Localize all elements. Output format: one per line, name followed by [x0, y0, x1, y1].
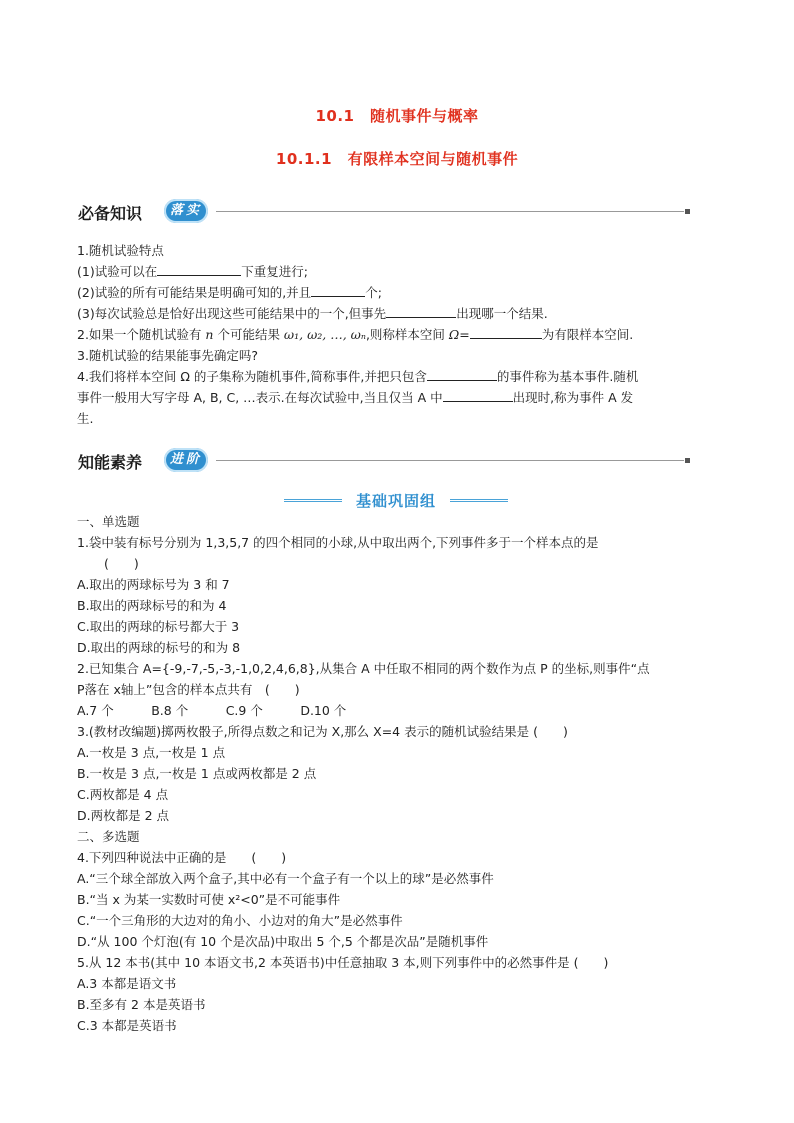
- option-a: A.取出的两球标号为 3 和 7: [77, 577, 230, 592]
- options-row: A.7 个 B.8 个 C.9 个 D.10 个: [77, 703, 347, 718]
- divider-end-marker: [685, 209, 690, 214]
- option-d: D.两枚都是 2 点: [77, 808, 169, 823]
- option-c: C.两枚都是 4 点: [77, 787, 169, 802]
- line-text: 4.我们将样本空间 Ω 的子集称为随机事件,简称事件,并把只包含: [77, 369, 427, 384]
- section-heading-single-choice: 一、单选题: [77, 514, 140, 529]
- option-a: A.“三个球全部放入两个盒子,其中必有一个盒子有一个以上的球”是必然事件: [77, 871, 494, 886]
- knowledge-line: [77, 326, 633, 344]
- section-divider: [216, 460, 684, 461]
- knowledge-line: [77, 305, 548, 323]
- divider-end-marker: [685, 458, 690, 463]
- heading-ornament-right: [450, 499, 508, 502]
- fill-blank: [157, 263, 241, 276]
- question-4: 4.下列四种说法中正确的是 ( ): [77, 850, 287, 865]
- line-text: =: [459, 327, 470, 342]
- lesson-title: 10.1 随机事件与概率: [315, 107, 479, 125]
- section-label: 必备知识: [78, 204, 143, 223]
- option-d: D.取出的两球的标号的和为 8: [77, 640, 241, 655]
- math-symbol: ω₁, ω₂, …, ωₙ: [283, 327, 366, 342]
- group-heading: [0, 490, 794, 510]
- fill-blank: [311, 284, 365, 297]
- line-text: 个可能结果: [213, 327, 284, 342]
- option-b: B.取出的两球标号的和为 4: [77, 598, 227, 613]
- fill-blank: [386, 305, 456, 318]
- option-a: A.3 本都是语文书: [77, 976, 177, 991]
- math-symbol: n: [205, 327, 214, 342]
- line-text: 出现时,称为事件 A 发: [512, 390, 634, 405]
- line-text: 为有限样本空间.: [541, 327, 634, 342]
- fill-blank: [443, 389, 513, 402]
- knowledge-line: [77, 284, 382, 302]
- option-b: B.一枚是 3 点,一枚是 1 点或两枚都是 2 点: [77, 766, 317, 781]
- section-header-knowledge: [78, 198, 690, 226]
- fill-blank: [427, 368, 497, 381]
- line-text: (2)试验的所有可能结果是明确可知的,并且: [77, 285, 312, 300]
- option-c: C.取出的两球的标号都大于 3: [77, 619, 240, 634]
- line-text: 出现哪一个结果.: [456, 306, 548, 321]
- knowledge-line: [77, 389, 633, 407]
- option-d: D.“从 100 个灯泡(有 10 个是次品)中取出 5 个,5 个都是次品”是随机事件: [77, 934, 489, 949]
- option-c: C.3 本都是英语书: [77, 1018, 177, 1033]
- line-text: ,则称样本空间: [365, 327, 449, 342]
- knowledge-line: [77, 368, 638, 386]
- line-text: 下重复进行;: [241, 264, 308, 279]
- knowledge-line: [77, 263, 308, 281]
- question-3: 3.(教材改编题)掷两枚骰子,所得点数之和记为 X,那么 X=4 表示的随机试验结果是 ( ): [77, 724, 568, 739]
- group-title: 基础巩固组: [355, 492, 436, 510]
- knowledge-line: 3.随机试验的结果能事先确定吗?: [77, 348, 259, 363]
- math-symbol: Ω: [448, 327, 460, 342]
- option-a: A.一枚是 3 点,一枚是 1 点: [77, 745, 226, 760]
- answer-bracket: ( ): [104, 556, 139, 571]
- fill-blank: [470, 326, 542, 339]
- option-b: B.至多有 2 本是英语书: [77, 997, 206, 1012]
- line-text: 事件一般用大写字母 A, B, C, …表示.在每次试验中,当且仅当 A 中: [77, 390, 443, 405]
- section-heading-multiple-choice: 二、多选题: [77, 829, 140, 844]
- heading-ornament-left: [284, 499, 342, 502]
- line-text: (3)每次试验总是恰好出现这些可能结果中的一个,但事先: [77, 306, 387, 321]
- section-badge: 落实: [164, 199, 208, 223]
- question-2: 2.已知集合 A={-9,-7,-5,-3,-1,0,2,4,6,8},从集合 A 中任取不相同的两个数作为点 P 的坐标,则事件“点: [77, 661, 650, 676]
- line-text: (1)试验可以在: [77, 264, 158, 279]
- question-2-continued: P落在 x轴上”包含的样本点共有 ( ): [77, 682, 300, 697]
- section-badge: 进阶: [164, 448, 208, 472]
- lesson-subtitle: 10.1.1 有限样本空间与随机事件: [275, 150, 519, 168]
- question-1: 1.袋中装有标号分别为 1,3,5,7 的四个相同的小球,从中取出两个,下列事件多于一个样本点的是: [77, 535, 599, 550]
- knowledge-line: 1.随机试验特点: [77, 243, 164, 258]
- option-c: C.“一个三角形的大边对的角小、小边对的角大”是必然事件: [77, 913, 403, 928]
- line-text: 个;: [365, 285, 382, 300]
- section-divider: [216, 211, 684, 212]
- line-text: 的事件称为基本事件.随机: [496, 369, 639, 384]
- section-label: 知能素养: [78, 453, 143, 472]
- option-b: B.“当 x 为某一实数时可使 x²<0”是不可能事件: [77, 892, 341, 907]
- question-5: 5.从 12 本书(其中 10 本语文书,2 本英语书)中任意抽取 3 本,则下列事件中的必然事件是 ( ): [77, 955, 609, 970]
- line-text: 2.如果一个随机试验有: [77, 327, 206, 342]
- knowledge-line: 生.: [77, 411, 94, 426]
- section-header-ability: [78, 447, 690, 475]
